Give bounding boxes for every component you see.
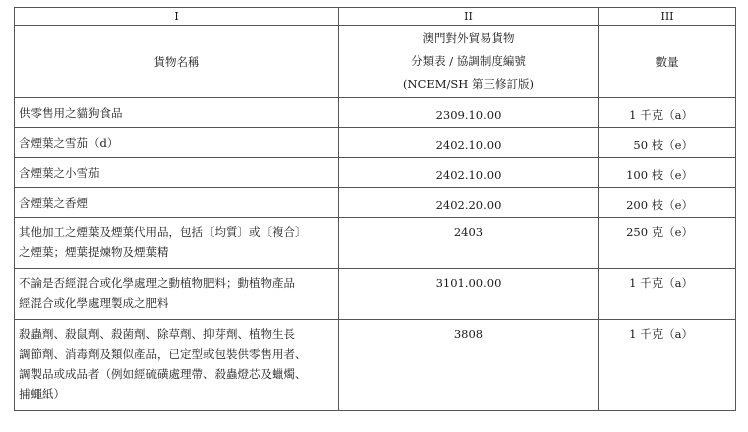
quantity-cell: 250 克（e） — [599, 218, 736, 269]
header-row — [15, 26, 736, 98]
quantity-cell: 200 枝（e） — [599, 188, 736, 218]
code-cell: 2403 — [339, 218, 599, 269]
table-row — [15, 128, 736, 158]
column-numeral: I — [15, 8, 339, 26]
column-numeral: III — [599, 8, 736, 26]
table-row — [15, 269, 736, 320]
goods-name-line: 之煙葉；煙葉提煉物及煙葉精 — [19, 245, 169, 259]
code-cell: 3101.00.00 — [339, 269, 599, 320]
header-code-line: 分類表 / 協調制度編號 — [411, 54, 526, 68]
goods-name-cell: 含煙葉之小雪茄 — [15, 158, 339, 188]
column-numeral: II — [339, 8, 599, 26]
code-cell: 2402.10.00 — [339, 128, 599, 158]
table-row — [15, 320, 736, 411]
code-cell: 2402.10.00 — [339, 158, 599, 188]
goods-name-line: 調節劑、消毒劑及類似產品，已定型或包裝供零售用者、 — [19, 347, 307, 361]
quantity-cell: 1 千克（a） — [599, 98, 736, 128]
goods-name-cell — [15, 269, 339, 320]
quantity-cell: 1 千克（a） — [599, 320, 736, 411]
table-row — [15, 98, 736, 128]
quantity-cell: 50 枝（e） — [599, 128, 736, 158]
header-code-line: (NCEM/SH 第三修訂版) — [403, 77, 534, 91]
header-quantity: 數量 — [599, 26, 736, 98]
goods-table — [14, 7, 736, 411]
code-cell: 2309.10.00 — [339, 98, 599, 128]
table-row — [15, 158, 736, 188]
column-numeral-row — [15, 8, 736, 26]
table-row — [15, 188, 736, 218]
quantity-cell: 1 千克（a） — [599, 269, 736, 320]
code-cell: 3808 — [339, 320, 599, 411]
goods-name-cell: 含煙葉之香煙 — [15, 188, 339, 218]
table-row — [15, 218, 736, 269]
goods-name-cell — [15, 218, 339, 269]
code-cell: 2402.20.00 — [339, 188, 599, 218]
goods-name-line: 調製品或成品者（例如經硫磺處理帶、殺蟲燈芯及蠟燭、 — [19, 367, 307, 381]
header-code-line: 澳門對外貿易貨物 — [422, 31, 515, 45]
goods-name-line: 其他加工之煙葉及煙葉代用品，包括〔均質〕或〔複合〕 — [19, 225, 307, 239]
goods-name-line: 不論是否經混合或化學處理之動植物肥料；動植物產品 — [19, 276, 295, 290]
goods-name-cell: 供零售用之貓狗食品 — [15, 98, 339, 128]
goods-name-line: 捕蠅紙） — [19, 387, 65, 401]
header-goods-name: 貨物名稱 — [15, 26, 339, 98]
goods-name-cell — [15, 320, 339, 411]
goods-name-line: 經混合或化學處理製成之肥料 — [19, 296, 169, 310]
goods-name-cell: 含煙葉之雪茄（d） — [15, 128, 339, 158]
header-code — [339, 26, 599, 98]
quantity-cell: 100 枝（e） — [599, 158, 736, 188]
goods-name-line: 殺蟲劑、殺鼠劑、殺菌劑、除草劑、抑芽劑、植物生長 — [19, 327, 295, 341]
